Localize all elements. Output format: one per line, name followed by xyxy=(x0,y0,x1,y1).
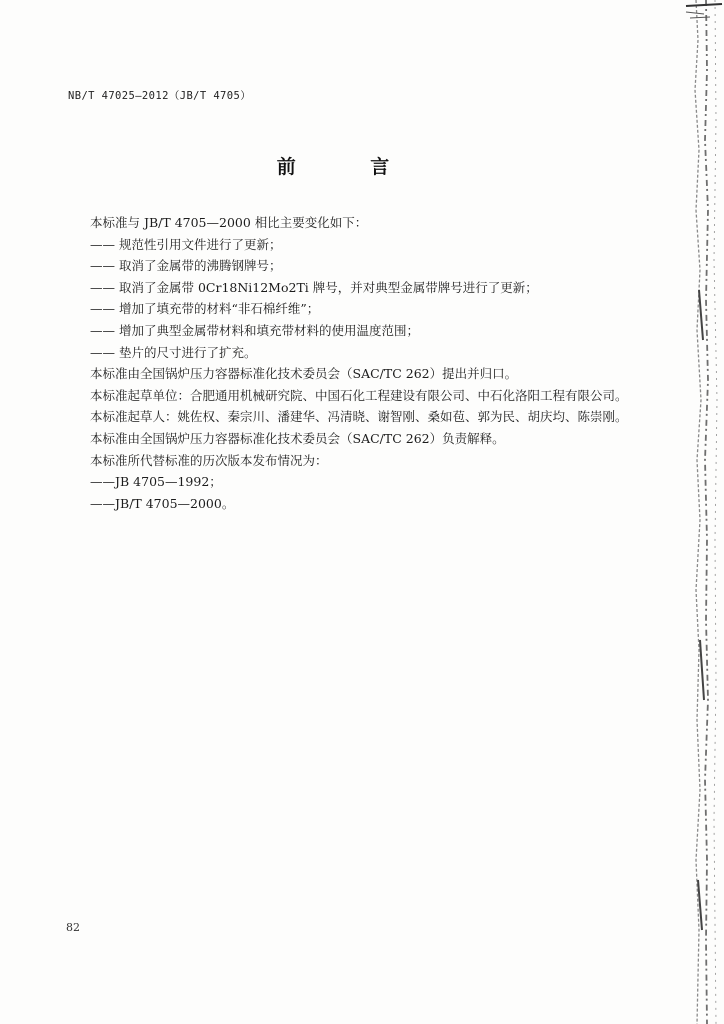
standard-code-header: NB/T 47025—2012（JB/T 4705） xyxy=(68,90,252,102)
changes-intro: 本标准与 JB/T 4705—2000 相比主要变化如下： xyxy=(90,215,368,230)
change-item: —— 规范性引用文件进行了更新； xyxy=(90,236,282,252)
binding-edge-artifact xyxy=(682,0,724,1024)
drafters-paragraph: 本标准起草人：姚佐权、秦宗川、潘建华、冯清晓、谢智刚、桑如苞、郭为民、胡庆均、陈崇刚。 xyxy=(90,409,628,425)
previous-edition-item: ——JB/T 4705—2000。 xyxy=(90,495,235,511)
change-item: —— 垫片的尺寸进行了扩充。 xyxy=(90,344,257,360)
change-item: —— 取消了金属带 0Cr18Ni12Mo2Ti 牌号，并对典型金属带牌号进行了更新； xyxy=(90,279,538,295)
change-item: —— 增加了典型金属带材料和填充带材料的使用温度范围； xyxy=(90,322,419,338)
history-intro-paragraph: 本标准所代替标准的历次版本发布情况为： xyxy=(90,452,328,468)
page-number: 82 xyxy=(66,921,80,934)
previous-editions-list xyxy=(90,471,680,514)
foreword-body xyxy=(90,212,680,514)
interpretation-paragraph: 本标准由全国锅炉压力容器标准化技术委员会（SAC/TC 262）负责解释。 xyxy=(90,430,505,446)
change-item: —— 增加了填充带的材料“非石棉纤维”； xyxy=(90,301,320,317)
drafting-units-paragraph: 本标准起草单位：合肥通用机械研究院、中国石化工程建设有限公司、中石化洛阳工程有限公司。 xyxy=(90,387,628,403)
foreword-title: 前 言 xyxy=(276,156,424,178)
previous-edition-item: ——JB 4705—1992； xyxy=(90,474,222,490)
changes-list xyxy=(90,234,680,364)
proposal-paragraph: 本标准由全国锅炉压力容器标准化技术委员会（SAC/TC 262）提出并归口。 xyxy=(90,366,518,382)
change-item: —— 取消了金属带的沸腾钢牌号； xyxy=(90,258,282,274)
